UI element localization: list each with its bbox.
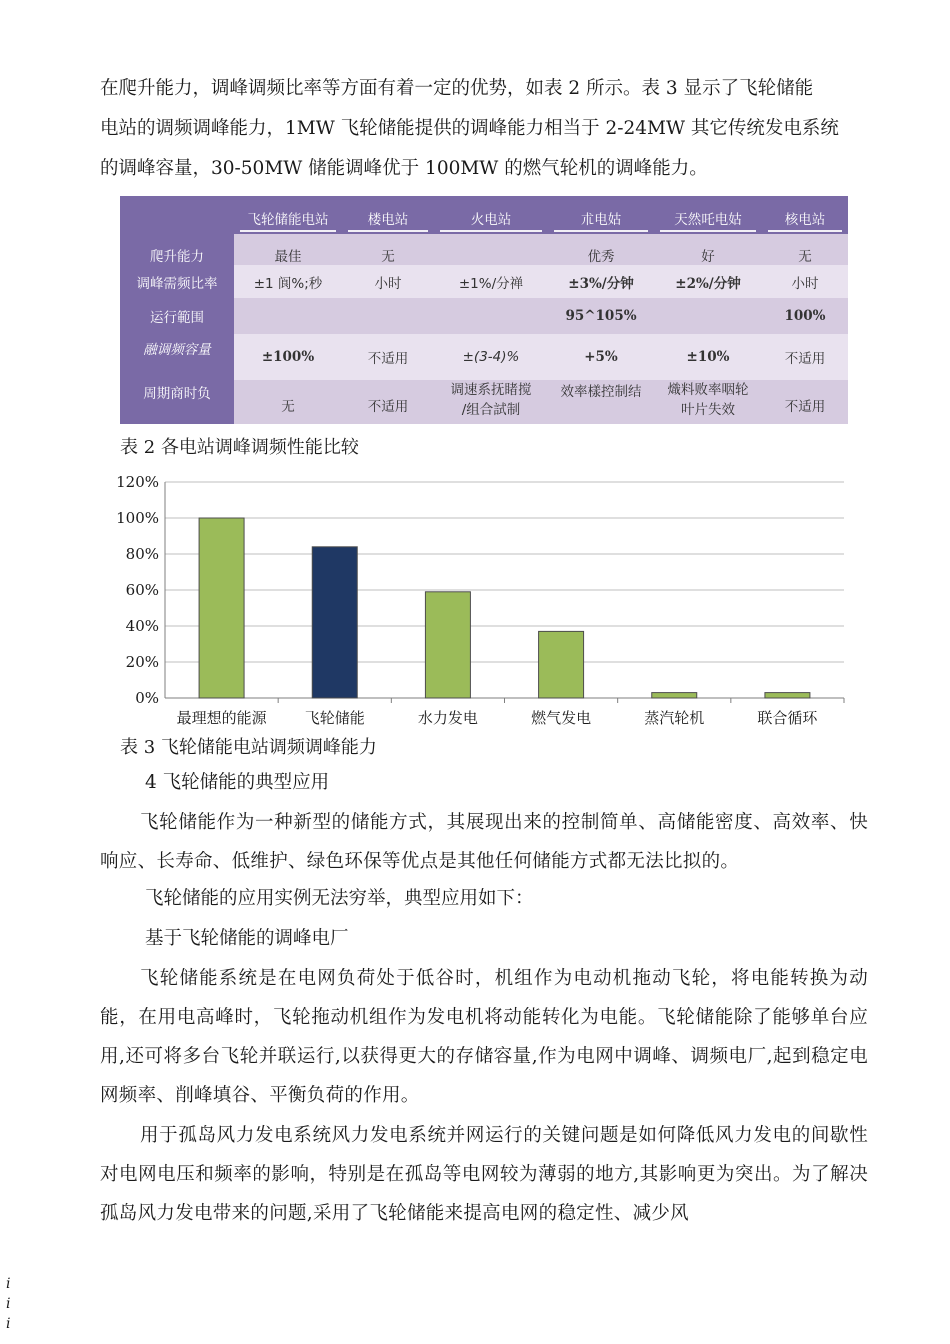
x-tick-label: 蒸汽轮机 — [644, 709, 705, 727]
section-paragraph: 用于孤岛风力发电系统风力发电系统并网运行的关键问题是如何降低风力发电的间歇性对电网电压和频率的影响，特别是在孤岛等电网较为薄弱的地方,其影响更为突出。为了解决孤岛风力发电带来的问题,采用了飞轮储能来提高电网的稳定性、减少风 — [100, 1125, 868, 1224]
header-underline — [348, 230, 428, 232]
y-tick-label: 120% — [116, 473, 159, 491]
table-row — [120, 234, 848, 265]
table-row — [120, 380, 848, 424]
table-header-cell — [762, 196, 848, 234]
table-cell: 100% — [762, 298, 848, 334]
table-cell: ±100% — [234, 334, 342, 380]
y-tick-label: 60% — [125, 581, 159, 599]
y-tick-label: 20% — [125, 653, 159, 671]
table-cell: +5% — [548, 334, 654, 380]
x-tick-label: 联合循环 — [757, 709, 818, 727]
intro-line-1: 在爬升能力，调峰调频比率等方面有着一定的优势，如表 2 所示。表 3 显示了飞轮储能 — [100, 78, 814, 99]
y-tick-label: 0% — [135, 689, 159, 707]
table-header-cell — [342, 196, 434, 234]
margin-mark: i — [6, 1276, 11, 1292]
table-cell: 不适用 — [342, 380, 434, 424]
table-header-label: 飞轮储能电站 — [247, 212, 329, 228]
table-caption: 表 2 各电站调峰调频性能比较 — [120, 437, 359, 458]
table-cell: ±1 阆%;秒 — [234, 265, 342, 298]
subsection-heading: 基于飞轮储能的调峰电厂 — [145, 928, 349, 949]
table-cell — [434, 298, 548, 334]
table-cell: 最佳 — [234, 234, 342, 265]
table-row — [120, 298, 848, 334]
table-header-cell — [654, 196, 762, 234]
bar — [765, 693, 810, 698]
bar — [652, 693, 697, 698]
table-cell: 95^105% — [548, 298, 654, 334]
x-tick-label: 燃气发电 — [531, 709, 592, 727]
table-header-label: 火电站 — [470, 212, 512, 228]
bar — [312, 547, 357, 698]
bar — [539, 631, 584, 698]
table-cell: 无 — [234, 380, 342, 424]
header-underline — [660, 230, 756, 232]
y-tick-label: 40% — [125, 617, 159, 635]
bar — [425, 592, 470, 698]
x-tick-label: 飞轮储能 — [304, 709, 365, 727]
table-row — [120, 334, 848, 380]
table-header-label: 天然吒电姑 — [674, 212, 742, 228]
comparison-table — [120, 196, 848, 424]
table-cell: 不适用 — [762, 334, 848, 380]
table-cell: ±(3-4)% — [434, 334, 548, 380]
table-row — [120, 265, 848, 298]
table-header-label: 朮电姑 — [580, 212, 622, 228]
y-tick-label: 80% — [125, 545, 159, 563]
table-header-cell — [548, 196, 654, 234]
table-cell: 熾料败率咽轮 叶片失效 — [654, 380, 762, 424]
table-cell: 无 — [762, 234, 848, 265]
table-cell: 调速系抚睹搅 /组合試制 — [434, 380, 548, 424]
header-underline — [554, 230, 648, 232]
row-label: 周期商时负 — [120, 380, 234, 424]
section-paragraph: 飞轮储能作为一种新型的储能方式，其展现出来的控制简单、高储能密度、高效率、快响应、长寿命、低维护、绿色环保等优点是其他任何储能方式都无法比拟的。 — [100, 812, 868, 872]
section-paragraph: 飞轮储能系统是在电网负荷处于低谷时，机组作为电动机拖动飞轮，将电能转换为动能，在用电高峰时，飞轮拖动机组作为发电机将动能转化为电能。飞轮储能除了能够单台应用,还可将多台飞轮并联运行,以获得更大的存储容量,作为电网中调峰、调频电厂,起到稳定电网频率、削峰填谷、平衡负荷的作用。 — [100, 968, 868, 1106]
header-underline — [768, 230, 842, 232]
y-tick-label: 100% — [116, 509, 159, 527]
header-underline — [440, 230, 542, 232]
table-header-cell — [120, 196, 234, 234]
table-cell: 好 — [654, 234, 762, 265]
x-tick-label: 水力发电 — [417, 709, 478, 727]
margin-mark: i — [6, 1316, 11, 1332]
bar-chart — [112, 470, 852, 734]
row-label: 融调频容量 — [120, 334, 234, 380]
table-cell: 无 — [342, 234, 434, 265]
header-underline — [240, 230, 336, 232]
table-cell: 效率樣控制结 — [548, 380, 654, 424]
table-cell: ±2%/分钟 — [654, 265, 762, 298]
row-label: 爬升能力 — [120, 234, 234, 265]
table-cell: 不适用 — [342, 334, 434, 380]
bar — [199, 518, 244, 698]
table-cell — [654, 298, 762, 334]
table-cell: ±1%/分禅 — [434, 265, 548, 298]
margin-mark: i — [6, 1296, 11, 1312]
section-heading: 4 飞轮储能的典型应用 — [145, 772, 330, 793]
intro-line-3: 的调峰容量，30-50MW 储能调峰优于 100MW 的燃气轮机的调峰能力。 — [100, 158, 708, 179]
table-cell: 优秀 — [548, 234, 654, 265]
table-cell: 小时 — [342, 265, 434, 298]
x-tick-label: 最理想的能源 — [176, 709, 267, 727]
row-label: 运行範围 — [120, 298, 234, 334]
table-cell — [434, 234, 548, 265]
intro-line-2: 电站的调频调峰能力，1MW 飞轮储能提供的调峰能力相当于 2-24MW 其它传统发电系统 — [100, 118, 839, 139]
table-header-cell — [434, 196, 548, 234]
table-cell — [234, 298, 342, 334]
row-label: 调峰需频比率 — [120, 265, 234, 298]
table-header-cell — [234, 196, 342, 234]
table-cell: ±3%/分钟 — [548, 265, 654, 298]
table-header-label: 核电站 — [784, 212, 826, 228]
table-cell — [342, 298, 434, 334]
table-header-label: 楼电站 — [367, 212, 409, 228]
table-cell: 小时 — [762, 265, 848, 298]
table-cell: ±10% — [654, 334, 762, 380]
section-paragraph: 飞轮储能的应用实例无法穷举，典型应用如下： — [145, 888, 534, 909]
table-cell: 不适用 — [762, 380, 848, 424]
chart-caption: 表 3 飞轮储能电站调频调峰能力 — [120, 737, 377, 758]
table-header-row — [120, 196, 848, 234]
